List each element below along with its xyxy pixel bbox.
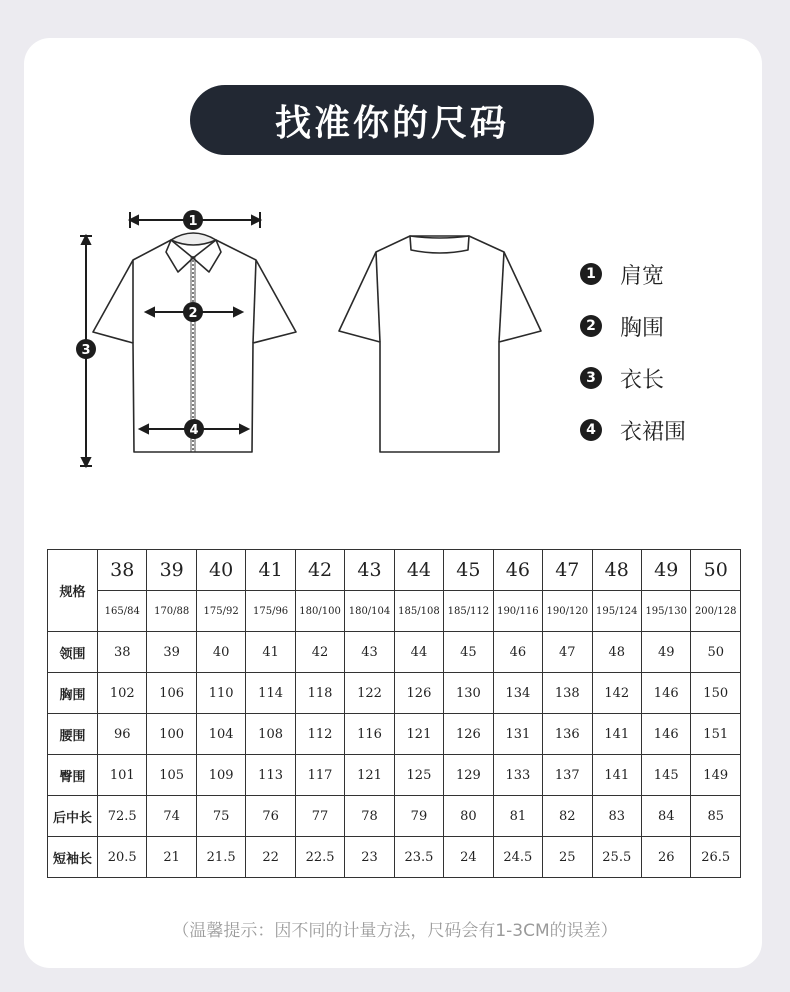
spec-label: 规格	[48, 550, 98, 632]
size-cell: 43	[345, 550, 394, 591]
table-cell: 145	[641, 755, 690, 796]
table-cell: 141	[592, 714, 641, 755]
size-cell: 39	[147, 550, 196, 591]
legend-number: 1	[580, 263, 602, 285]
legend-item-shoulder	[580, 248, 686, 300]
height-cell: 195/124	[592, 591, 641, 632]
table-cell: 75	[196, 796, 245, 837]
footnote: （温馨提示：因不同的计量方法，尺码会有1-3CM的误差）	[172, 921, 618, 941]
table-cell: 40	[196, 632, 245, 673]
table-cell: 110	[196, 673, 245, 714]
table-cell: 25.5	[592, 837, 641, 878]
size-cell: 49	[641, 550, 690, 591]
table-cell: 83	[592, 796, 641, 837]
row-label: 腰围	[48, 714, 98, 755]
row-label: 领围	[48, 632, 98, 673]
height-cell: 185/112	[444, 591, 493, 632]
table-cell: 138	[543, 673, 592, 714]
size-cell: 41	[246, 550, 295, 591]
table-cell: 151	[691, 714, 741, 755]
table-row	[48, 714, 741, 755]
table-cell: 20.5	[98, 837, 147, 878]
legend-number: 4	[580, 419, 602, 441]
table-cell: 126	[444, 714, 493, 755]
row-label: 短袖长	[48, 837, 98, 878]
height-cell: 200/128	[691, 591, 741, 632]
table-cell: 85	[691, 796, 741, 837]
legend-label: 衣裙围	[620, 419, 687, 445]
table-cell: 79	[394, 796, 443, 837]
table-cell: 146	[641, 673, 690, 714]
table-cell: 26	[641, 837, 690, 878]
table-cell: 22.5	[295, 837, 344, 878]
table-row	[48, 673, 741, 714]
legend-item-hem	[580, 404, 686, 456]
table-cell: 112	[295, 714, 344, 755]
table-cell: 117	[295, 755, 344, 796]
table-row	[48, 837, 741, 878]
svg-text:1: 1	[188, 214, 198, 229]
height-cell: 170/88	[147, 591, 196, 632]
table-cell: 82	[543, 796, 592, 837]
measurement-legend	[580, 248, 686, 456]
size-cell: 38	[98, 550, 147, 591]
table-cell: 76	[246, 796, 295, 837]
size-cell: 45	[444, 550, 493, 591]
table-cell: 130	[444, 673, 493, 714]
size-table	[47, 549, 741, 878]
table-cell: 77	[295, 796, 344, 837]
table-cell: 141	[592, 755, 641, 796]
page-title: 找准你的尺码	[190, 85, 594, 155]
table-cell: 146	[641, 714, 690, 755]
row-label: 臀围	[48, 755, 98, 796]
table-row	[48, 755, 741, 796]
table-cell: 43	[345, 632, 394, 673]
table-cell: 101	[98, 755, 147, 796]
table-cell: 150	[691, 673, 741, 714]
table-cell: 39	[147, 632, 196, 673]
table-cell: 118	[295, 673, 344, 714]
table-cell: 45	[444, 632, 493, 673]
table-cell: 48	[592, 632, 641, 673]
table-cell: 74	[147, 796, 196, 837]
size-cell: 50	[691, 550, 741, 591]
table-cell: 50	[691, 632, 741, 673]
size-cell: 48	[592, 550, 641, 591]
legend-label: 肩宽	[620, 263, 665, 289]
size-cell: 42	[295, 550, 344, 591]
table-cell: 149	[691, 755, 741, 796]
table-cell: 121	[345, 755, 394, 796]
table-cell: 122	[345, 673, 394, 714]
table-cell: 49	[641, 632, 690, 673]
table-cell: 114	[246, 673, 295, 714]
size-cell: 40	[196, 550, 245, 591]
marker-3	[76, 339, 96, 359]
svg-text:3: 3	[81, 343, 91, 358]
table-cell: 23	[345, 837, 394, 878]
table-cell: 142	[592, 673, 641, 714]
legend-number: 3	[580, 367, 602, 389]
height-row	[48, 591, 741, 632]
table-cell: 24.5	[493, 837, 542, 878]
table-cell: 136	[543, 714, 592, 755]
table-cell: 108	[246, 714, 295, 755]
table-cell: 23.5	[394, 837, 443, 878]
height-cell: 175/96	[246, 591, 295, 632]
table-cell: 125	[394, 755, 443, 796]
table-cell: 78	[345, 796, 394, 837]
table-cell: 41	[246, 632, 295, 673]
table-cell: 131	[493, 714, 542, 755]
table-cell: 105	[147, 755, 196, 796]
height-cell: 190/120	[543, 591, 592, 632]
table-cell: 100	[147, 714, 196, 755]
size-cell: 46	[493, 550, 542, 591]
table-cell: 134	[493, 673, 542, 714]
table-cell: 116	[345, 714, 394, 755]
row-label: 胸围	[48, 673, 98, 714]
table-cell: 47	[543, 632, 592, 673]
table-row	[48, 632, 741, 673]
height-cell: 175/92	[196, 591, 245, 632]
table-row	[48, 796, 741, 837]
legend-label: 胸围	[620, 315, 665, 341]
height-cell: 185/108	[394, 591, 443, 632]
table-cell: 121	[394, 714, 443, 755]
legend-number: 2	[580, 315, 602, 337]
marker-4	[184, 419, 204, 439]
size-cell: 47	[543, 550, 592, 591]
marker-2	[183, 302, 203, 322]
height-cell: 195/130	[641, 591, 690, 632]
svg-text:4: 4	[189, 423, 199, 438]
height-cell: 165/84	[98, 591, 147, 632]
table-cell: 22	[246, 837, 295, 878]
table-cell: 26.5	[691, 837, 741, 878]
table-cell: 109	[196, 755, 245, 796]
legend-label: 衣长	[620, 367, 665, 393]
height-cell: 190/116	[493, 591, 542, 632]
height-cell: 180/100	[295, 591, 344, 632]
table-cell: 24	[444, 837, 493, 878]
table-cell: 106	[147, 673, 196, 714]
svg-text:2: 2	[188, 306, 198, 321]
table-cell: 80	[444, 796, 493, 837]
table-cell: 46	[493, 632, 542, 673]
table-cell: 38	[98, 632, 147, 673]
marker-1	[183, 210, 203, 230]
table-cell: 126	[394, 673, 443, 714]
table-cell: 25	[543, 837, 592, 878]
table-cell: 102	[98, 673, 147, 714]
table-cell: 44	[394, 632, 443, 673]
table-cell: 21	[147, 837, 196, 878]
table-cell: 137	[543, 755, 592, 796]
row-label: 后中长	[48, 796, 98, 837]
size-header-row	[48, 550, 741, 591]
table-cell: 96	[98, 714, 147, 755]
shirt-back-outline	[339, 236, 541, 452]
size-cell: 44	[394, 550, 443, 591]
table-cell: 104	[196, 714, 245, 755]
table-cell: 81	[493, 796, 542, 837]
legend-item-length	[580, 352, 686, 404]
table-cell: 133	[493, 755, 542, 796]
height-cell: 180/104	[345, 591, 394, 632]
table-cell: 129	[444, 755, 493, 796]
table-cell: 84	[641, 796, 690, 837]
table-cell: 72.5	[98, 796, 147, 837]
table-cell: 21.5	[196, 837, 245, 878]
legend-item-chest	[580, 300, 686, 352]
table-cell: 42	[295, 632, 344, 673]
table-cell: 113	[246, 755, 295, 796]
